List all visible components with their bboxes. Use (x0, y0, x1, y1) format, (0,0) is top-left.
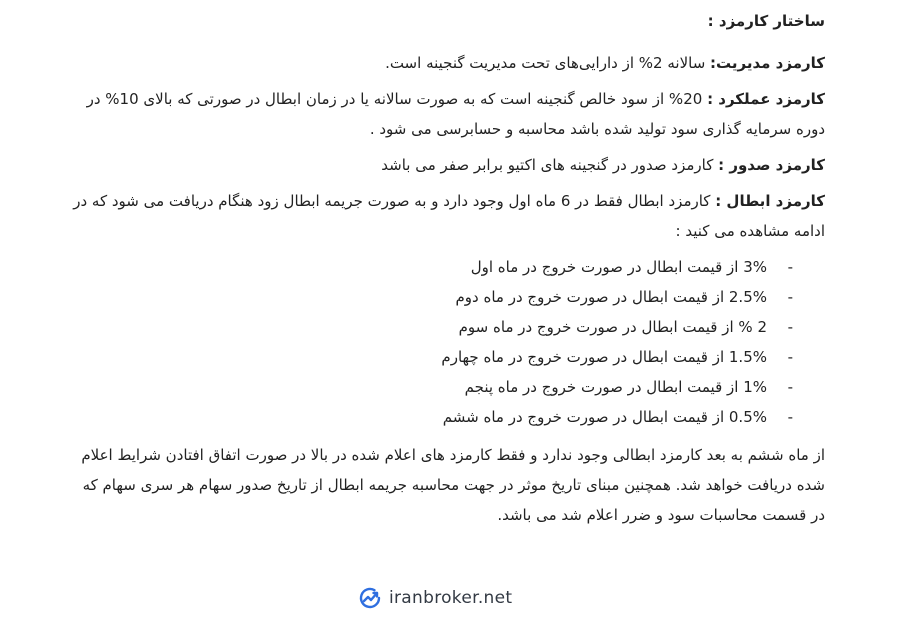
list-item-text: 3% از قیمت ابطال در صورت خروج در ماه اول (470, 258, 767, 276)
trend-chart-icon (358, 586, 382, 610)
list-item-text: 1.5% از قیمت ابطال در صورت خروج در ماه چهارم (441, 348, 767, 366)
performance-fee-label: کارمزد عملکرد : (707, 90, 825, 108)
watermark-text: iranbroker.net (389, 588, 513, 608)
issuance-fee-text: کارمزد صدور در گنجینه های اکتیو برابر صفر می باشد (381, 156, 719, 174)
list-item (65, 402, 793, 432)
list-dash: - (787, 258, 793, 276)
management-fee-label: کارمزد مدیریت: (710, 54, 825, 72)
list-dash: - (787, 348, 793, 366)
redemption-fee-list (65, 252, 825, 432)
management-fee-paragraph (65, 48, 825, 78)
list-dash: - (787, 318, 793, 336)
issuance-fee-paragraph (65, 150, 825, 180)
management-fee-text: سالانه 2% از دارایی‌های تحت مدیریت گنجینه است. (385, 54, 711, 72)
performance-fee-paragraph (65, 84, 825, 144)
performance-fee-text: 20% از سود خالص گنجینه است که به صورت سالانه یا در زمان ابطال در صورتی که بالای 10% در دوره سرمایه گذاری سود تولید شده باشد محاسبه و حسابرسی می شود . (86, 90, 825, 138)
closing-paragraph: از ماه ششم به بعد کارمزد ابطالی وجود ندارد و فقط کارمزد های اعلام شده در بالا در صورت اتفاق افتادن شرایط اعلام شده دریافت خواهد شد. همچنین مبنای تاریخ موثر در جهت محاسبه جریمه ابطال از تاریخ صدور سهام هر سری سهام که در قسمت محاسبات سود و ضرر اعلام شد می باشد. (81, 446, 825, 524)
list-dash: - (787, 408, 793, 426)
document-title: ساختار کارمزد : (707, 12, 825, 30)
list-item (65, 372, 793, 402)
list-item-text: 0.5% از قیمت ابطال در صورت خروج در ماه ششم (442, 408, 767, 426)
list-item-text: 1% از قیمت ابطال در صورت خروج در ماه پنجم (464, 378, 767, 396)
list-item-text: 2.5% از قیمت ابطال در صورت خروج در ماه دوم (455, 288, 767, 306)
list-dash: - (787, 288, 793, 306)
redemption-fee-text: کارمزد ابطال فقط در 6 ماه اول وجود دارد و به صورت جریمه ابطال زود هنگام دریافت می شود که در ادامه مشاهده می کنید : (73, 192, 825, 240)
list-item-text: 2 % از قیمت ابطال در صورت خروج در ماه سوم (458, 318, 767, 336)
watermark-logo (358, 586, 512, 610)
document-body (65, 6, 825, 530)
list-item (65, 312, 793, 342)
list-item (65, 282, 793, 312)
list-item (65, 252, 793, 282)
redemption-fee-label: کارمزد ابطال : (715, 192, 825, 210)
list-dash: - (787, 378, 793, 396)
redemption-fee-paragraph (65, 186, 825, 246)
issuance-fee-label: کارمزد صدور : (718, 156, 825, 174)
list-item (65, 342, 793, 372)
